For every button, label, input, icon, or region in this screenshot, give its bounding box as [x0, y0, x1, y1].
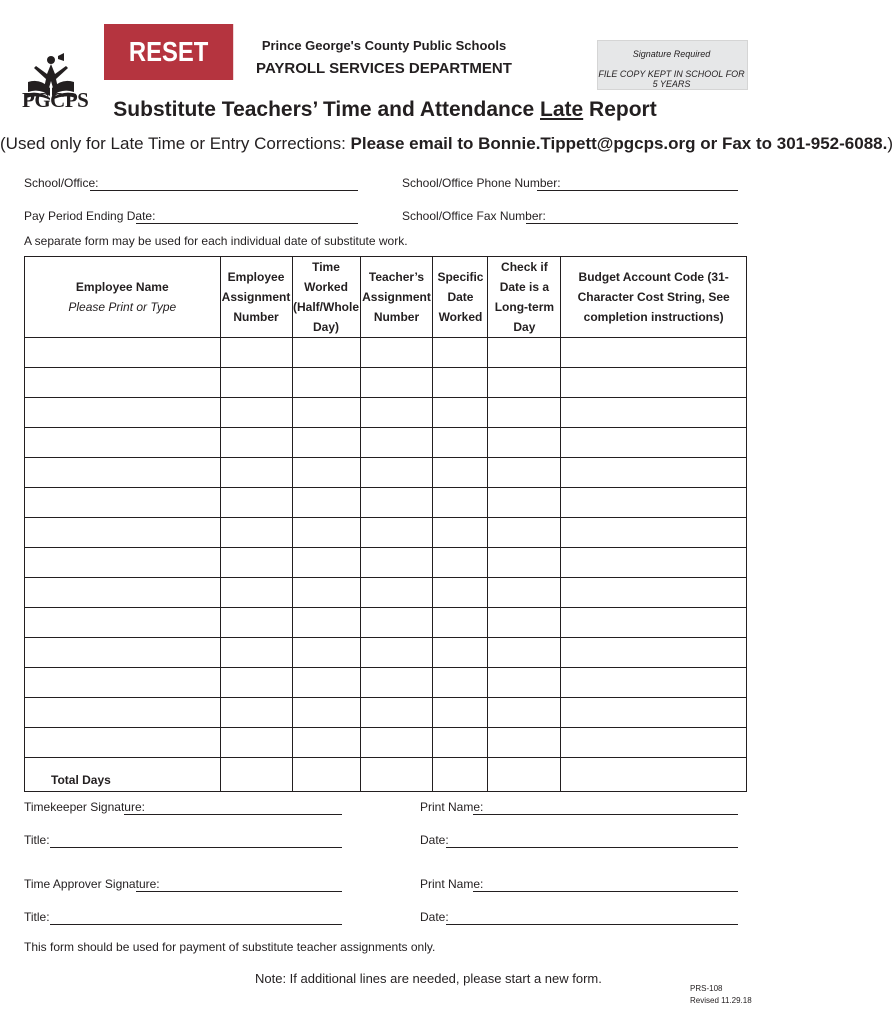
col-employee-name-label: Employee Name — [75, 280, 169, 294]
table-cell[interactable] — [25, 698, 221, 728]
logo-text: PGCPS — [22, 88, 89, 112]
table-cell[interactable] — [488, 488, 561, 518]
title-part: Substitute Teachers’ Time and Attendance — [113, 98, 541, 121]
date-label-1: Date: — [420, 833, 449, 847]
table-cell[interactable] — [25, 428, 221, 458]
table-cell[interactable] — [433, 518, 488, 548]
signature-required-text: Signature Required — [632, 49, 711, 59]
table-cell[interactable] — [488, 578, 561, 608]
table-cell[interactable] — [488, 728, 561, 758]
table-row — [25, 488, 747, 518]
col-employee-name — [25, 257, 221, 338]
table-row — [25, 518, 747, 548]
table-cell[interactable] — [433, 368, 488, 398]
table-cell[interactable] — [488, 548, 561, 578]
table-cell[interactable] — [292, 608, 360, 638]
table-cell[interactable] — [220, 728, 292, 758]
total-row — [25, 758, 747, 792]
table-cell[interactable] — [360, 488, 433, 518]
table-cell[interactable] — [292, 728, 360, 758]
col-teacher-assignment: Teacher’s Assignment Number — [360, 257, 433, 338]
col-specific-date: Specific Date Worked — [433, 257, 488, 338]
table-cell[interactable] — [220, 398, 292, 428]
table-cell[interactable] — [292, 518, 360, 548]
table-cell[interactable] — [25, 488, 221, 518]
table-cell[interactable] — [220, 608, 292, 638]
reset-button[interactable]: RESET — [104, 24, 233, 80]
table-cell[interactable] — [561, 368, 747, 398]
revision-date: Revised 11.29.18 — [690, 996, 752, 1005]
timekeeper-signature-label: Timekeeper Signature: — [24, 800, 145, 814]
table-cell[interactable] — [488, 368, 561, 398]
table-cell[interactable] — [488, 698, 561, 728]
title-label-1: Title: — [24, 833, 50, 847]
table-cell[interactable] — [561, 518, 747, 548]
table-cell[interactable] — [433, 638, 488, 668]
title-field-2[interactable] — [50, 924, 342, 925]
table-cell[interactable] — [25, 578, 221, 608]
table-cell[interactable] — [25, 338, 221, 368]
title-field-1[interactable] — [50, 847, 342, 848]
table-row — [25, 578, 747, 608]
print-name-label-2: Print Name: — [420, 877, 484, 891]
table-cell[interactable] — [561, 548, 747, 578]
table-cell[interactable] — [360, 428, 433, 458]
table-cell[interactable] — [433, 398, 488, 428]
table-cell[interactable] — [25, 548, 221, 578]
table-row — [25, 368, 747, 398]
table-cell[interactable] — [488, 638, 561, 668]
file-copy-text: FILE COPY KEPT IN SCHOOL FOR 5 YEARS — [598, 69, 745, 89]
table-cell[interactable] — [292, 638, 360, 668]
school-field[interactable] — [90, 190, 358, 191]
table-cell[interactable] — [25, 398, 221, 428]
table-cell[interactable] — [292, 398, 360, 428]
table-cell[interactable] — [360, 548, 433, 578]
table-cell[interactable] — [433, 698, 488, 728]
table-cell[interactable] — [561, 668, 747, 698]
table-cell[interactable] — [220, 368, 292, 398]
pay-period-field[interactable] — [136, 223, 358, 224]
table-cell[interactable] — [433, 668, 488, 698]
table-cell[interactable] — [488, 398, 561, 428]
approver-signature-field[interactable] — [136, 891, 342, 892]
table-cell[interactable] — [488, 458, 561, 488]
total-cell[interactable] — [220, 758, 292, 792]
table-cell[interactable] — [433, 728, 488, 758]
table-cell[interactable] — [561, 398, 747, 428]
table-row — [25, 608, 747, 638]
table-cell[interactable] — [360, 608, 433, 638]
table-cell[interactable] — [360, 668, 433, 698]
title-part-end: Report — [583, 98, 657, 121]
table-cell[interactable] — [25, 728, 221, 758]
form-id: PRS-108 — [690, 984, 723, 993]
table-cell[interactable] — [433, 428, 488, 458]
table-cell[interactable] — [433, 608, 488, 638]
col-employee-name-sub: Please Print or Type — [68, 300, 177, 314]
table-cell[interactable] — [292, 698, 360, 728]
table-row — [25, 548, 747, 578]
org-name: Prince George's County Public Schools — [261, 38, 507, 53]
table-cell[interactable] — [220, 428, 292, 458]
date-field-2[interactable] — [446, 924, 738, 925]
subtitle-contact: Please email to Bonnie.Tippett@pgcps.org or Fax to 301-952-6088. — [350, 134, 888, 153]
table-cell[interactable] — [25, 518, 221, 548]
table-cell[interactable] — [433, 548, 488, 578]
fax-label: School/Office Fax Number: — [402, 209, 546, 223]
table-cell[interactable] — [25, 368, 221, 398]
table-cell[interactable] — [433, 488, 488, 518]
table-cell[interactable] — [360, 398, 433, 428]
table-cell[interactable] — [292, 578, 360, 608]
table-cell[interactable] — [292, 368, 360, 398]
table-cell[interactable] — [561, 578, 747, 608]
date-label-2: Date: — [420, 910, 449, 924]
print-name-field-1[interactable] — [473, 814, 738, 815]
subtitle-end: ) — [887, 134, 893, 153]
phone-field[interactable] — [537, 190, 738, 191]
table-cell[interactable] — [433, 458, 488, 488]
timekeeper-signature-field[interactable] — [124, 814, 342, 815]
total-cell[interactable] — [292, 758, 360, 792]
title-underlined: Late — [540, 98, 584, 121]
print-name-label-1: Print Name: — [420, 800, 484, 814]
table-cell[interactable] — [292, 338, 360, 368]
total-days-label: Total Days — [25, 758, 221, 792]
table-header-row — [25, 257, 747, 338]
table-row — [25, 728, 747, 758]
table-cell[interactable] — [360, 578, 433, 608]
form-subtitle — [0, 134, 893, 154]
table-cell[interactable] — [433, 338, 488, 368]
table-cell[interactable] — [561, 638, 747, 668]
table-cell[interactable] — [488, 668, 561, 698]
table-cell[interactable] — [561, 338, 747, 368]
table-cell[interactable] — [561, 488, 747, 518]
table-cell[interactable] — [25, 668, 221, 698]
table-cell[interactable] — [220, 488, 292, 518]
table-cell[interactable] — [220, 668, 292, 698]
table-cell[interactable] — [292, 428, 360, 458]
table-cell[interactable] — [488, 518, 561, 548]
col-time-worked: Time Worked (Half/Whole Day) — [292, 257, 360, 338]
table-cell[interactable] — [561, 428, 747, 458]
table-cell[interactable] — [220, 578, 292, 608]
usage-note: This form should be used for payment of substitute teacher assignments only. — [24, 940, 436, 954]
school-label: School/Office: — [24, 176, 99, 190]
table-cell[interactable] — [292, 668, 360, 698]
table-cell[interactable] — [561, 728, 747, 758]
table-row — [25, 458, 747, 488]
table-cell[interactable] — [220, 548, 292, 578]
table-cell[interactable] — [488, 608, 561, 638]
table-cell[interactable] — [360, 518, 433, 548]
table-cell[interactable] — [25, 458, 221, 488]
additional-lines-note: Note: If additional lines are needed, please start a new form. — [255, 971, 602, 986]
separate-form-note: A separate form may be used for each individual date of substitute work. — [24, 234, 408, 248]
table-cell[interactable] — [25, 638, 221, 668]
total-cell[interactable] — [488, 758, 561, 792]
table-cell[interactable] — [360, 338, 433, 368]
table-cell[interactable] — [433, 578, 488, 608]
title-label-2: Title: — [24, 910, 50, 924]
table-cell[interactable] — [360, 728, 433, 758]
pay-period-label: Pay Period Ending Date: — [24, 209, 156, 223]
fax-field[interactable] — [526, 223, 738, 224]
date-field-1[interactable] — [446, 847, 738, 848]
col-budget-code: Budget Account Code (31-Character Cost String, See completion instructions) — [561, 257, 747, 338]
table-cell[interactable] — [488, 338, 561, 368]
table-cell[interactable] — [561, 458, 747, 488]
table-cell[interactable] — [488, 428, 561, 458]
table-row — [25, 638, 747, 668]
table-cell[interactable] — [360, 458, 433, 488]
table-cell[interactable] — [25, 608, 221, 638]
table-cell[interactable] — [220, 698, 292, 728]
table-cell[interactable] — [292, 488, 360, 518]
total-cell[interactable] — [433, 758, 488, 792]
table-cell[interactable] — [561, 698, 747, 728]
approver-signature-label: Time Approver Signature: — [24, 877, 160, 891]
table-row — [25, 338, 747, 368]
col-employee-assignment: Employee Assignment Number — [220, 257, 292, 338]
phone-label: School/Office Phone Number: — [402, 176, 561, 190]
total-cell[interactable] — [360, 758, 433, 792]
table-cell[interactable] — [220, 338, 292, 368]
table-row — [25, 428, 747, 458]
department-name: PAYROLL SERVICES DEPARTMENT — [256, 60, 512, 77]
subtitle-text: (Used only for Late Time or Entry Corrections: — [0, 134, 351, 153]
table-cell[interactable] — [292, 548, 360, 578]
print-name-field-2[interactable] — [473, 891, 738, 892]
table-cell[interactable] — [220, 458, 292, 488]
table-cell[interactable] — [292, 458, 360, 488]
table-row — [25, 668, 747, 698]
table-row — [25, 698, 747, 728]
table-cell[interactable] — [360, 638, 433, 668]
table-cell[interactable] — [360, 368, 433, 398]
total-cell[interactable] — [561, 758, 747, 792]
col-long-term-check: Check if Date is a Long-term Day — [488, 257, 561, 338]
table-cell[interactable] — [220, 638, 292, 668]
table-cell[interactable] — [220, 518, 292, 548]
table-row — [25, 398, 747, 428]
form-title — [0, 98, 770, 122]
table-cell[interactable] — [561, 608, 747, 638]
table-cell[interactable] — [360, 698, 433, 728]
attendance-table — [24, 256, 747, 792]
